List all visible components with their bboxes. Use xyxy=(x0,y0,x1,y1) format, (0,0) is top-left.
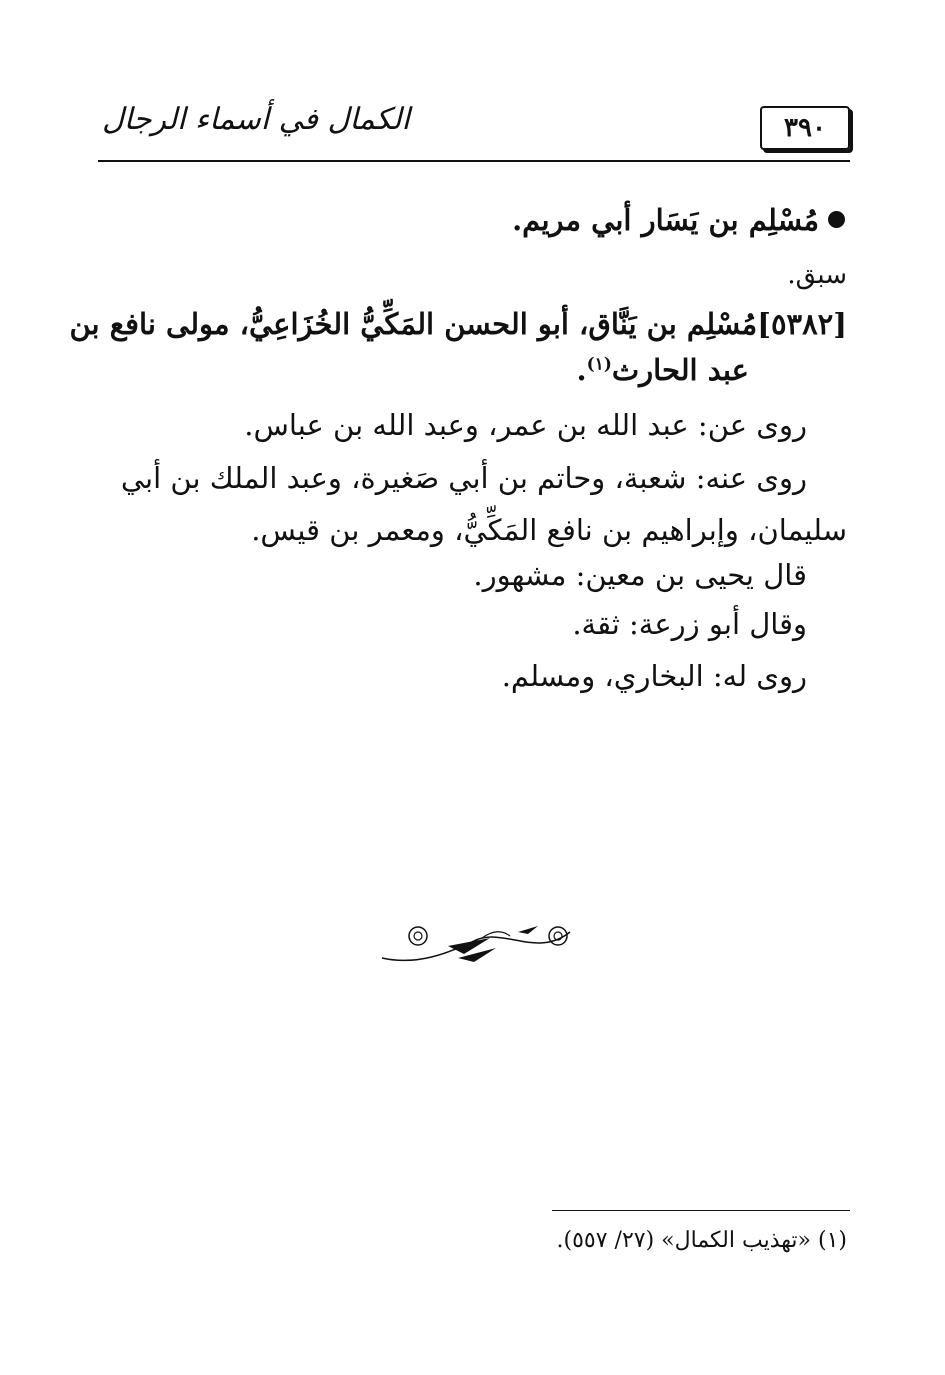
line-abu-zura: وقال أبو زرعة: ثقة. xyxy=(572,607,807,641)
entry-heading-2-line2-wrap xyxy=(577,350,749,390)
line-rawa-anhu-1: روى عنه: شعبة، وحاتم بن أبي صَغيرة، وعبد الملك بن أبي xyxy=(120,461,807,495)
footnote-rule xyxy=(552,1210,850,1211)
entry-heading-2-line1: مُسْلِم بن يَنَّاق، أبو الحسن المَكِّيُّ الخُزَاعِيُّ، مولى نافع بن xyxy=(69,307,758,341)
line-rawa-anhu-2: سليمان، وإبراهيم بن نافع المَكِّيُّ، ومعمر بن قيس. xyxy=(251,513,847,547)
footnote-ref: (١) xyxy=(586,354,612,375)
page-header xyxy=(98,96,850,162)
bullet-icon xyxy=(828,211,845,228)
entry-heading-1: مُسْلِم بن يَسَار أبي مريم. xyxy=(512,203,819,237)
line-rawa-lahu: روى له: البخاري، ومسلم. xyxy=(501,659,807,693)
line-yahya: قال يحيى بن معين: مشهور. xyxy=(473,558,807,592)
entry-heading-2 xyxy=(69,304,847,344)
line-rawa-an: روى عن: عبد الله بن عمر، وعبد الله بن عباس. xyxy=(244,408,807,442)
entry-heading-2-line2: عبد الحارث xyxy=(611,353,749,387)
book-title: الكمال في أسماء الرجال xyxy=(102,102,410,137)
entry-heading-2-end: . xyxy=(576,353,587,387)
footnote: (١) «تهذيب الكمال» (٢٧/ ٥٥٧). xyxy=(556,1228,847,1253)
entry-note-sabaq: سبق. xyxy=(787,260,847,290)
page-number: ٣٩٠ xyxy=(760,106,850,150)
ornament-divider-icon xyxy=(378,918,574,968)
entry-number: [٥٣٨٢] xyxy=(757,307,847,341)
